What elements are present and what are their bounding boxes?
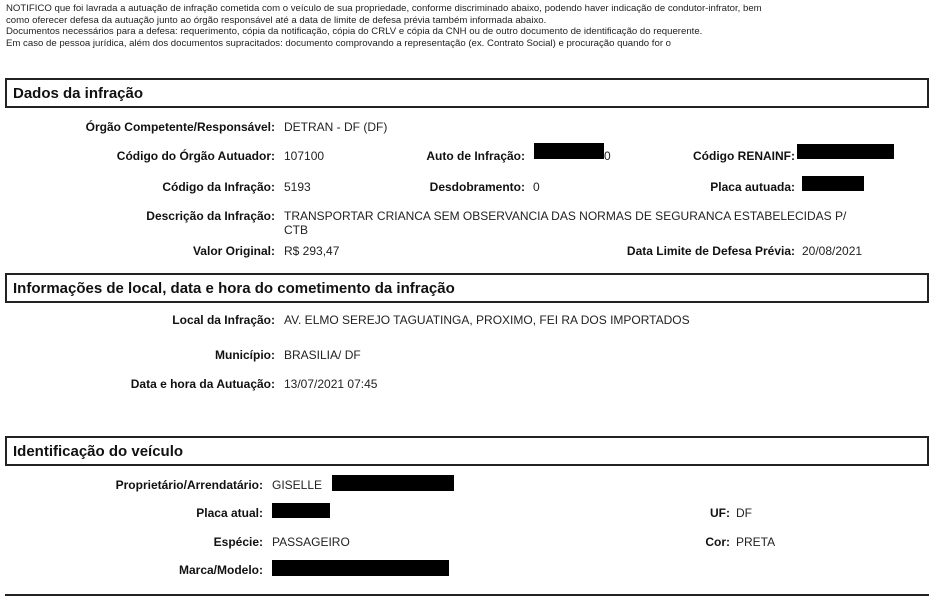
cor-label: Cor:: [705, 535, 730, 549]
descricao-line-1: TRANSPORTAR CRIANCA SEM OBSERVANCIA DAS NORMAS DE SEGURANCA ESTABELECIDAS P/: [284, 209, 847, 223]
intro-text: [6, 3, 936, 49]
section-header-local: Informações de local, data e hora do cometimento da infração: [5, 273, 929, 303]
intro-line: Documentos necessários para a defesa: requerimento, cópia da notificação, cópia do CRLV e cópia da CNH ou de outro documento de identificação do requerente.: [6, 26, 703, 38]
orgao-value: DETRAN - DF (DF): [284, 120, 388, 134]
placa-atual-label: Placa atual:: [196, 506, 263, 520]
auto-infracao-label: Auto de Infração:: [426, 149, 525, 163]
redaction-auto-infracao: [534, 143, 604, 159]
uf-label: UF:: [710, 506, 730, 520]
proprietario-value: GISELLE: [272, 478, 323, 492]
redaction-marca-modelo: [272, 560, 449, 576]
especie-label: Espécie:: [213, 535, 263, 549]
descricao-label: Descrição da Infração:: [146, 209, 275, 223]
data-hora-label: Data e hora da Autuação:: [130, 377, 275, 391]
proprietario-label: Proprietário/Arrendatário:: [115, 478, 263, 492]
intro-line: Em caso de pessoa jurídica, além dos documentos supracitados: documento comprovando a representação (ex. Contrato Social) e procuração quando for o: [6, 37, 672, 49]
local-infracao-value: AV. ELMO SEREJO TAGUATINGA, PROXIMO, FEI RA DOS IMPORTADOS: [284, 313, 690, 327]
intro-line: como oferecer defesa da autuação junto ao órgão responsável até a data de limite de defesa prévia também informada abaixo.: [6, 14, 547, 26]
codigo-orgao-label: Código do Órgão Autuador:: [116, 149, 275, 163]
uf-value: DF: [736, 506, 752, 520]
redaction-placa-autuada: [802, 176, 864, 191]
local-infracao-label: Local da Infração:: [172, 313, 275, 327]
section-header-veiculo: Identificação do veículo: [5, 436, 929, 466]
valor-original-label: Valor Original:: [192, 244, 275, 258]
data-limite-value: 20/08/2021: [802, 244, 863, 258]
data-limite-label: Data Limite de Defesa Prévia:: [626, 244, 795, 258]
especie-value: PASSAGEIRO: [272, 535, 350, 549]
codigo-infracao-value: 5193: [284, 180, 311, 194]
renainf-label: Código RENAINF:: [693, 149, 795, 163]
auto-infracao-suffix: 0: [604, 149, 611, 163]
placa-autuada-label: Placa autuada:: [710, 180, 795, 194]
section-header-infracao: Dados da infração: [5, 78, 929, 108]
desdobramento-value: 0: [533, 180, 540, 194]
descricao-line-2: CTB: [284, 223, 308, 237]
marca-modelo-label: Marca/Modelo:: [178, 563, 263, 577]
redaction-placa-atual: [272, 503, 330, 518]
municipio-label: Município:: [215, 348, 275, 362]
municipio-value: BRASILIA/ DF: [284, 348, 361, 362]
data-hora-value: 13/07/2021 07:45: [284, 377, 378, 391]
intro-line: NOTIFICO que foi lavrada a autuação de infração cometida com o veículo de sua propriedade, conforme discriminado abaixo, podendo haver indicação de condutor-infrator, bem: [6, 3, 762, 14]
orgao-label: Órgão Competente/Responsável:: [85, 120, 275, 134]
redaction-renainf: [797, 144, 894, 159]
codigo-infracao-label: Código da Infração:: [162, 180, 275, 194]
next-section-border: [5, 594, 929, 596]
codigo-orgao-value: 107100: [284, 149, 325, 163]
valor-original-value: R$ 293,47: [284, 244, 340, 258]
redaction-proprietario: [332, 475, 454, 491]
cor-value: PRETA: [736, 535, 776, 549]
desdobramento-label: Desdobramento:: [429, 180, 525, 194]
